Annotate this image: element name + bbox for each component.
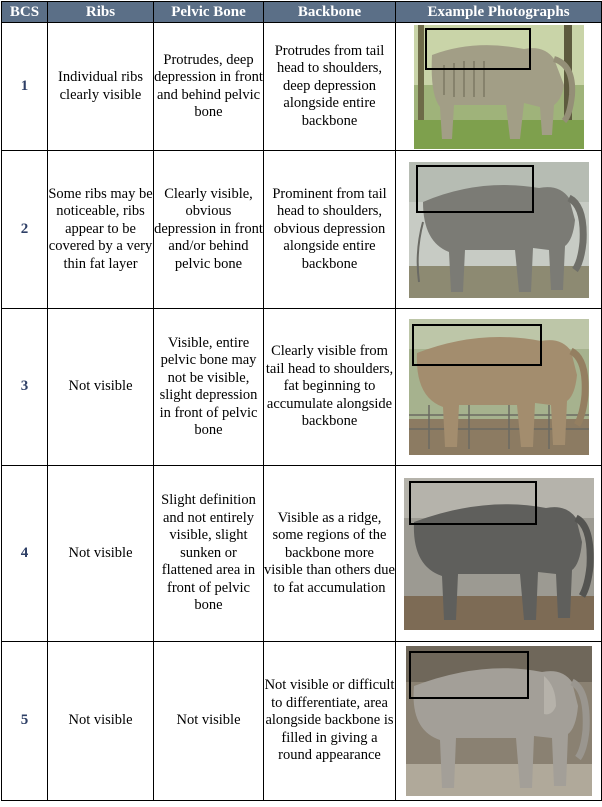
ribs-cell: Some ribs may be noticeable, ribs appear to be covered by a very thin fat layer [48,151,154,309]
photo-cell [396,23,602,151]
good-elephant-photo [404,478,594,630]
table-row [2,466,602,642]
table-row [2,309,602,466]
bcs-score: 2 [2,151,48,309]
ribs-cell: Individual ribs clearly visible [48,23,154,151]
bcs-score: 5 [2,642,48,801]
header-example-photographs: Example Photographs [396,2,602,23]
table-row [2,642,602,801]
photo-cell [396,151,602,309]
ribs-cell: Not visible [48,466,154,642]
pelvic-bone-cell: Slight definition and not entirely visible, slight sunken or flattened area in front of pelvic bone [154,466,264,642]
moderate-elephant-photo [409,319,589,455]
fat-elephant-photo [406,646,592,796]
ribs-cell: Not visible [48,642,154,801]
thin-elephant-photo [409,162,589,298]
backbone-cell: Prominent from tail head to shoulders, obvious depression alongside entire backbone [264,151,396,309]
photo-cell [396,466,602,642]
pelvic-bone-cell: Clearly visible, obvious depression in front and/or behind pelvic bone [154,151,264,309]
table-row [2,23,602,151]
ribs-cell: Not visible [48,309,154,466]
header-row [2,2,602,23]
header-pelvic-bone: Pelvic Bone [154,2,264,23]
bcs-table [1,1,602,801]
header-bcs: BCS [2,2,48,23]
backbone-cell: Visible as a ridge, some regions of the backbone more visible than others due to fat accumulation [264,466,396,642]
backbone-cell: Protrudes from tail head to shoulders, deep depression alongside entire backbone [264,23,396,151]
bcs-score: 4 [2,466,48,642]
photo-cell [396,642,602,801]
pelvic-bone-cell: Visible, entire pelvic bone may not be visible, slight depression in front of pelvic bone [154,309,264,466]
photo-cell [396,309,602,466]
bcs-score: 3 [2,309,48,466]
backbone-cell: Clearly visible from tail head to shoulders, fat beginning to accumulate alongside backbone [264,309,396,466]
header-ribs: Ribs [48,2,154,23]
pelvic-bone-cell: Protrudes, deep depression in front and behind pelvic bone [154,23,264,151]
bcs-score: 1 [2,23,48,151]
backbone-cell: Not visible or difficult to differentiate, area alongside backbone is filled in giving a round appearance [264,642,396,801]
table-row [2,151,602,309]
emaciated-elephant-photo [414,25,584,149]
pelvic-bone-cell: Not visible [154,642,264,801]
header-backbone: Backbone [264,2,396,23]
